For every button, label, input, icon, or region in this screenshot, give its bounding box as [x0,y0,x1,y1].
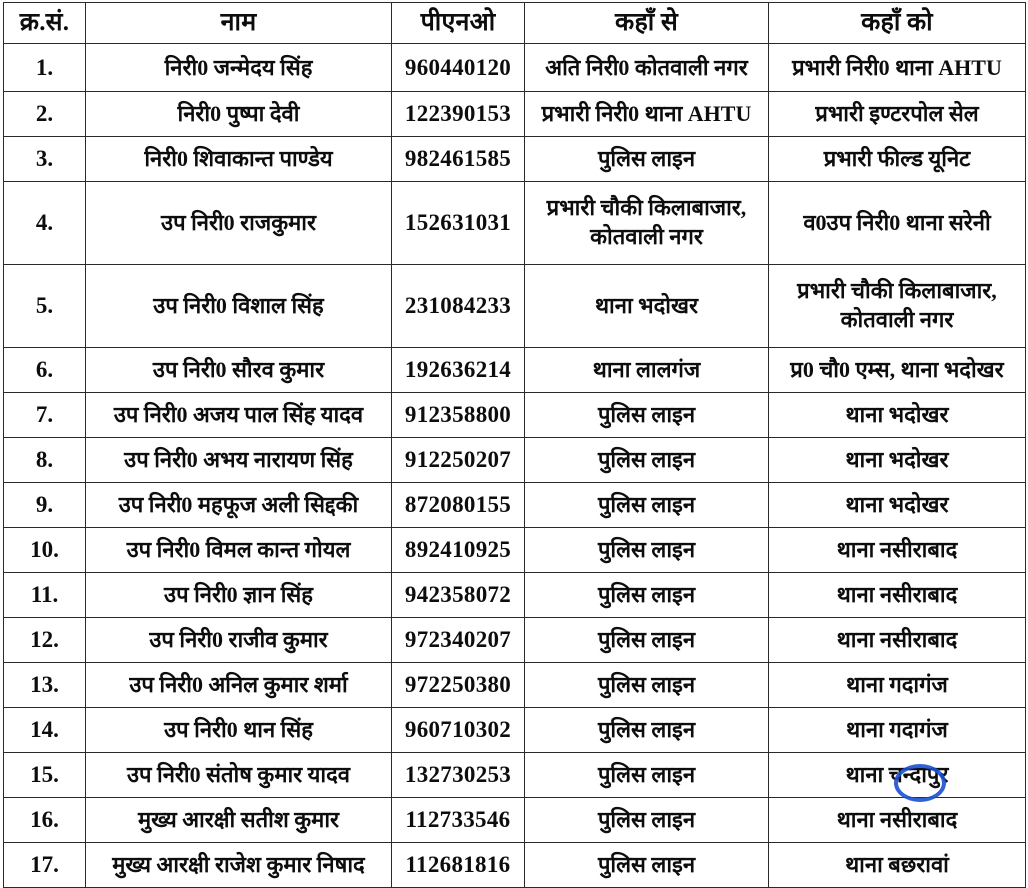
cell-serial: 15. [4,753,86,798]
cell-to: प्र0 चौ0 एम्स, थाना भदोखर [769,348,1026,393]
cell-from [525,182,769,265]
table-row [4,265,1026,348]
cell-to: थाना भदोखर [769,438,1026,483]
cell-to: थाना नसीराबाद [769,528,1026,573]
cell-from: पुलिस लाइन [525,393,769,438]
cell-name: मुख्य आरक्षी राजेश कुमार निषाद [86,843,392,888]
cell-to-line1: प्रभारी चौकी किलाबाजार, [797,278,997,304]
table-row [4,393,1026,438]
cell-name: उप निरी0 संतोष कुमार यादव [86,753,392,798]
cell-pno: 132730253 [392,753,525,798]
cell-to: थाना गदागंज [769,663,1026,708]
cell-serial: 2. [4,92,86,137]
column-header-to: कहाँ को [769,3,1026,44]
cell-from: पुलिस लाइन [525,438,769,483]
table-header [4,3,1026,44]
cell-from: पुलिस लाइन [525,137,769,182]
cell-to [769,265,1026,348]
cell-pno: 912250207 [392,438,525,483]
cell-to: थाना गदागंज [769,708,1026,753]
cell-pno: 112733546 [392,798,525,843]
cell-pno: 912358800 [392,393,525,438]
column-header-from: कहाँ से [525,3,769,44]
cell-name: निरी0 शिवाकान्त पाण्डेय [86,137,392,182]
cell-to: व0उप निरी0 थाना सरेनी [769,182,1026,265]
table-row [4,708,1026,753]
table-row [4,348,1026,393]
table-row [4,528,1026,573]
cell-to: थाना भदोखर [769,393,1026,438]
cell-serial: 4. [4,182,86,265]
cell-to: थाना नसीराबाद [769,573,1026,618]
cell-pno: 152631031 [392,182,525,265]
cell-serial: 11. [4,573,86,618]
cell-name: उप निरी0 विशाल सिंह [86,265,392,348]
table-row [4,438,1026,483]
cell-from: पुलिस लाइन [525,663,769,708]
cell-name: उप निरी0 महफूज अली सिद्दकी [86,483,392,528]
cell-from: थाना लालगंज [525,348,769,393]
column-header-serial: क्र.सं. [4,3,86,44]
table-row [4,753,1026,798]
cell-pno: 972250380 [392,663,525,708]
cell-serial: 12. [4,618,86,663]
cell-to: प्रभारी इण्टरपोल सेल [769,92,1026,137]
cell-serial: 3. [4,137,86,182]
cell-to: थाना चन्दापुर [769,753,1026,798]
cell-from: अति निरी0 कोतवाली नगर [525,44,769,92]
table-row [4,483,1026,528]
header-row [4,3,1026,44]
cell-name: उप निरी0 राजकुमार [86,182,392,265]
table-row [4,573,1026,618]
cell-name: मुख्य आरक्षी सतीश कुमार [86,798,392,843]
cell-serial: 17. [4,843,86,888]
table-row [4,182,1026,265]
cell-from-line2: कोतवाली नगर [590,224,703,249]
cell-serial: 13. [4,663,86,708]
cell-pno: 960440120 [392,44,525,92]
cell-serial: 8. [4,438,86,483]
cell-to-line2: कोतवाली नगर [840,307,954,332]
column-header-pno: पीएनओ [392,3,525,44]
cell-from: प्रभारी निरी0 थाना AHTU [525,92,769,137]
cell-pno: 122390153 [392,92,525,137]
cell-name: उप निरी0 अजय पाल सिंह यादव [86,393,392,438]
cell-name: निरी0 जन्मेदय सिंह [86,44,392,92]
cell-name: उप निरी0 अभय नारायण सिंह [86,438,392,483]
table-row [4,663,1026,708]
cell-name: उप निरी0 सौरव कुमार [86,348,392,393]
cell-name: उप निरी0 विमल कान्त गोयल [86,528,392,573]
cell-serial: 14. [4,708,86,753]
cell-serial: 6. [4,348,86,393]
cell-pno: 112681816 [392,843,525,888]
table-row [4,137,1026,182]
cell-pno: 960710302 [392,708,525,753]
cell-name: उप निरी0 अनिल कुमार शर्मा [86,663,392,708]
cell-serial: 16. [4,798,86,843]
cell-pno: 942358072 [392,573,525,618]
cell-pno: 872080155 [392,483,525,528]
column-header-name: नाम [86,3,392,44]
transfer-list-table [3,2,1026,888]
cell-serial: 7. [4,393,86,438]
table-row [4,92,1026,137]
cell-pno: 192636214 [392,348,525,393]
cell-pno: 231084233 [392,265,525,348]
cell-from: पुलिस लाइन [525,798,769,843]
cell-from: पुलिस लाइन [525,753,769,798]
cell-to: प्रभारी निरी0 थाना AHTU [769,44,1026,92]
cell-name: निरी0 पुष्पा देवी [86,92,392,137]
table-row [4,618,1026,663]
cell-serial: 1. [4,44,86,92]
cell-serial: 10. [4,528,86,573]
cell-from: पुलिस लाइन [525,618,769,663]
table-row [4,798,1026,843]
cell-to: प्रभारी फील्ड यूनिट [769,137,1026,182]
cell-from-line1: प्रभारी चौकी किलाबाजार, [546,195,747,221]
cell-from: पुलिस लाइन [525,708,769,753]
cell-from: पुलिस लाइन [525,573,769,618]
cell-serial: 9. [4,483,86,528]
cell-to: थाना बछरावां [769,843,1026,888]
cell-name: उप निरी0 राजीव कुमार [86,618,392,663]
cell-name: उप निरी0 ज्ञान सिंह [86,573,392,618]
cell-from: पुलिस लाइन [525,483,769,528]
cell-from: पुलिस लाइन [525,528,769,573]
cell-pno: 982461585 [392,137,525,182]
cell-from: पुलिस लाइन [525,843,769,888]
cell-to: थाना नसीराबाद [769,618,1026,663]
cell-to: थाना भदोखर [769,483,1026,528]
table-row [4,843,1026,888]
cell-pno: 972340207 [392,618,525,663]
table-body [4,44,1026,888]
cell-pno: 892410925 [392,528,525,573]
cell-name: उप निरी0 थान सिंह [86,708,392,753]
cell-from: थाना भदोखर [525,265,769,348]
cell-to: थाना नसीराबाद [769,798,1026,843]
cell-serial: 5. [4,265,86,348]
table-row [4,44,1026,92]
